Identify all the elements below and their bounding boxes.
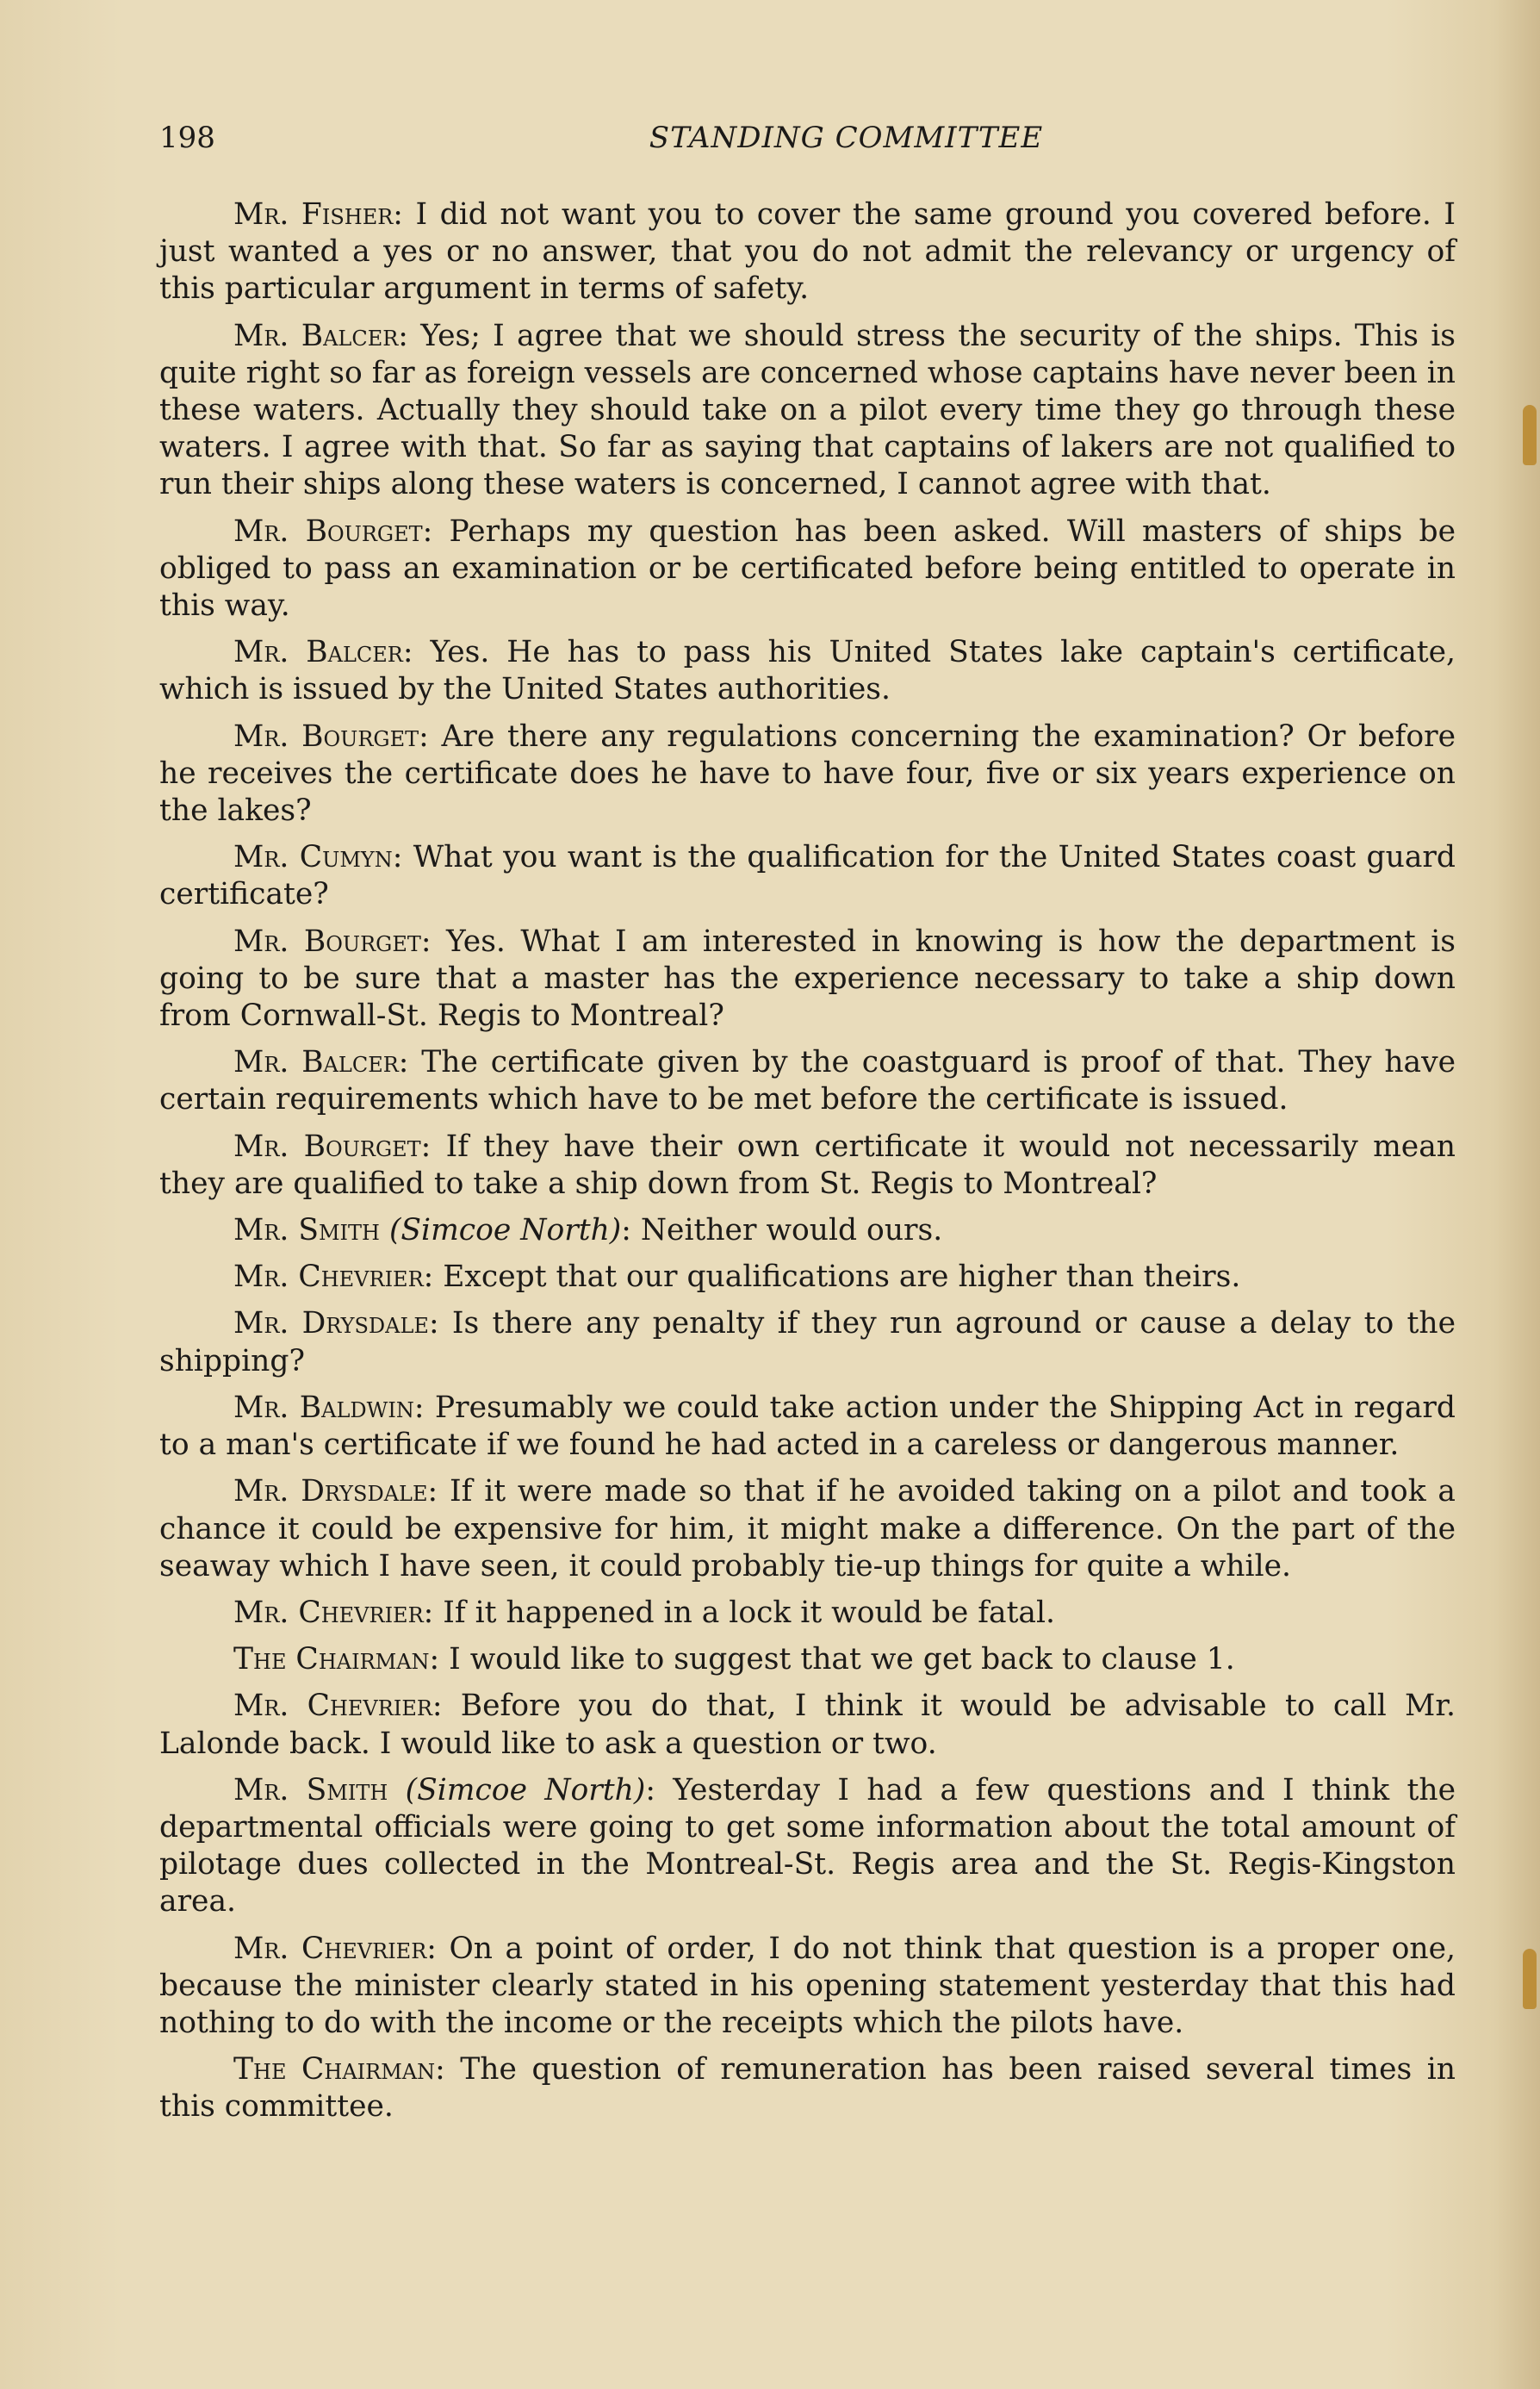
- paragraph: [159, 924, 1456, 1036]
- speaker-qualifier: (Simcoe North): [388, 1213, 622, 1248]
- speaker: Mr. Bourget:: [233, 924, 432, 959]
- speaker: Mr. Smith: [233, 1213, 380, 1248]
- paragraph: [159, 839, 1456, 913]
- paragraph-text: : Neither would ours.: [621, 1213, 943, 1248]
- speaker: Mr. Smith: [233, 1772, 388, 1807]
- paragraph-text: Yes; I agree that we should stress the security of the ships. This is quite right so far as foreign vessels are concerned whose captains have never been in these waters. Actually they should take on a pilot every time they go through these waters. I agree with that. So far as saying that captains of lakers are not qualified to run their ships along these waters is concerned, I cannot agree with that.: [159, 318, 1456, 502]
- paragraph: [159, 1931, 1456, 2043]
- speaker: Mr. Chevrier:: [233, 1931, 437, 1966]
- speaker: Mr. Chevrier:: [233, 1260, 434, 1295]
- speaker: Mr. Chevrier:: [233, 1595, 434, 1630]
- page-number: 198: [159, 121, 215, 155]
- paragraph-text: The question of remuneration has been raised several times in this committee.: [159, 2052, 1456, 2125]
- speaker: The Chairman:: [233, 2052, 445, 2087]
- paragraph: [159, 719, 1456, 831]
- paragraph-text: Are there any regulations concerning the examination? Or before he receives the certificate does he have to have four, five or six years experience on the lakes?: [159, 719, 1456, 829]
- paragraph-text: The certificate given by the coastguard is proof of that. They have certain requirements which have to be met before the certificate is issued.: [159, 1045, 1456, 1117]
- paragraph: [159, 1688, 1456, 1762]
- paragraph: [159, 634, 1456, 708]
- paragraph: [159, 1212, 1456, 1249]
- paragraph-text: : Yesterday I had a few questions and I think the departmental officials were going to get some information about the total amount of pilotage dues collected in the Montreal-St. Regis area and the St. Regis-Kingston area.: [159, 1772, 1456, 1919]
- paragraph-text: If it were made so that if he avoided taking on a pilot and took a chance it could be expensive for him, it might make a difference. On the part of the seaway which I have seen, it could probably tie-up things for quite a while.: [159, 1474, 1456, 1583]
- paragraph: [159, 1772, 1456, 1921]
- paragraph-text: Before you do that, I think it would be advisable to call Mr. Lalonde back. I would like to ask a question or two.: [159, 1689, 1456, 1761]
- paragraph: [159, 1044, 1456, 1118]
- paragraph: [159, 318, 1456, 504]
- paragraph: [159, 196, 1456, 308]
- binding-clip-top: [1523, 405, 1537, 465]
- paragraph-text: I would like to suggest that we get back to clause 1.: [449, 1642, 1235, 1677]
- paragraph-text: I did not want you to cover the same ground you covered before. I just wanted a yes or no answer, that you do not admit the relevancy or urgency of this particular argument in terms of safety.: [159, 197, 1456, 307]
- paragraph: [159, 2051, 1456, 2125]
- speaker: Mr. Fisher:: [233, 197, 403, 232]
- paragraph-text: Perhaps my question has been asked. Will masters of ships be obliged to pass an examination or be certificated before being entitled to operate in this way.: [159, 513, 1456, 624]
- paragraph: [159, 513, 1456, 625]
- speaker: Mr. Bourget:: [233, 1129, 432, 1164]
- speaker: Mr. Drysdale:: [233, 1474, 438, 1509]
- speaker: The Chairman:: [233, 1642, 440, 1677]
- speaker: Mr. Balcer:: [233, 318, 408, 353]
- speaker: Mr. Baldwin:: [233, 1390, 425, 1425]
- paragraph: [159, 1641, 1456, 1678]
- speaker: Mr. Balcer:: [233, 635, 413, 670]
- paragraph: [159, 1595, 1456, 1632]
- page-header: [159, 121, 1456, 165]
- speaker: Mr. Balcer:: [233, 1045, 409, 1080]
- paragraph-text: Except that our qualifications are higher than theirs.: [443, 1260, 1241, 1295]
- speaker: Mr. Bourget:: [233, 513, 433, 549]
- paragraph-text: On a point of order, I do not think that question is a proper one, because the minister clearly stated in his opening statement yesterday that this had nothing to do with the income or the receipts which the pilots have.: [159, 1931, 1456, 2040]
- binding-clip-bottom: [1523, 1949, 1537, 2009]
- transcript-body: [159, 196, 1456, 2136]
- paragraph-text: Presumably we could take action under the Shipping Act in regard to a man's certificate if we found he had acted in a careless or dangerous manner.: [159, 1390, 1456, 1463]
- paragraph: [159, 1259, 1456, 1296]
- speaker-qualifier: (Simcoe North): [405, 1772, 646, 1807]
- paragraph-text: Yes. What I am interested in knowing is how the department is going to be sure that a master has the experience necessary to take a ship down from Cornwall-St. Regis to Montreal?: [159, 924, 1456, 1034]
- paragraph-text: Is there any penalty if they run aground or cause a delay to the shipping?: [159, 1306, 1456, 1378]
- paragraph: [159, 1390, 1456, 1464]
- paragraph-text: If it happened in a lock it would be fatal.: [443, 1595, 1056, 1630]
- paragraph: [159, 1473, 1456, 1585]
- speaker: Mr. Chevrier:: [233, 1689, 443, 1724]
- paragraph-text: If they have their own certificate it would not necessarily mean they are qualified to take a ship down from St. Regis to Montreal?: [159, 1129, 1456, 1201]
- paragraph: [159, 1305, 1456, 1379]
- paragraph-text: What you want is the qualification for the United States coast guard certificate?: [159, 840, 1456, 912]
- paragraph: [159, 1129, 1456, 1203]
- speaker: Mr. Drysdale:: [233, 1306, 439, 1341]
- speaker: Mr. Bourget:: [233, 719, 429, 754]
- running-head: STANDING COMMITTEE: [649, 121, 1044, 155]
- paragraph-text: Yes. He has to pass his United States lake captain's certificate, which is issued by the United States authorities.: [159, 635, 1456, 707]
- speaker: Mr. Cumyn:: [233, 840, 403, 875]
